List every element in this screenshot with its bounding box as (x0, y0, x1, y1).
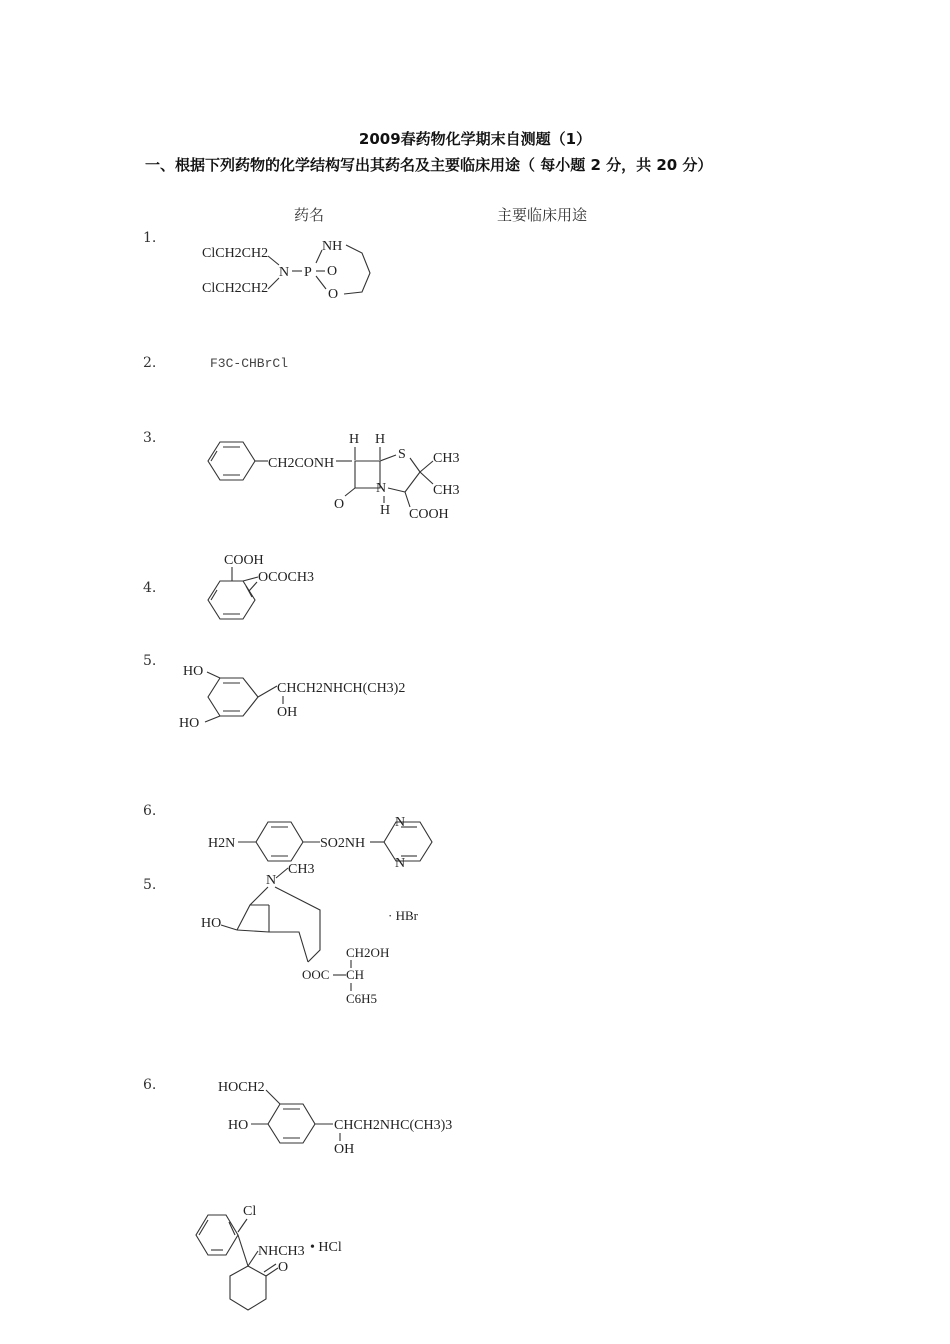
column-drug-name: 药名 (294, 206, 325, 224)
label-oh: OH (334, 1142, 355, 1157)
label-ch: CH (346, 967, 365, 982)
label-ch3-b: CH3 (433, 483, 460, 498)
label-ch2conh: CH2CONH (268, 456, 335, 471)
label-hcl: • HCl (310, 1240, 342, 1255)
label-h-3: H (380, 503, 391, 518)
label-n-ring: N (376, 481, 387, 496)
label-ho: HO (228, 1118, 249, 1133)
label-n: N (266, 873, 277, 888)
label-c6h5: C6H5 (346, 991, 378, 1006)
label-ho: HO (201, 916, 222, 931)
question-number-6b: 6. (143, 1077, 157, 1093)
label-chain: CHCH2NHC(CH3)3 (334, 1118, 453, 1133)
label-ch2oh: CH2OH (346, 945, 390, 960)
question-number-6: 6. (143, 803, 157, 819)
label-ho-1: HO (183, 664, 204, 679)
structure-7 (196, 1204, 342, 1310)
label-p: P (304, 265, 312, 280)
exam-title: 2009春药物化学期末自测题（1） (358, 130, 592, 148)
label-o-ring: O (328, 287, 339, 302)
label-ch3: CH3 (288, 862, 315, 877)
label-nhch3: NHCH3 (258, 1244, 305, 1259)
label-hbr: · HBr (388, 908, 418, 923)
label-chain: CHCH2NHCH(CH3)2 (277, 681, 406, 696)
column-clinical-use: 主要临床用途 (497, 206, 588, 224)
label-ch3-a: CH3 (433, 451, 460, 466)
label-o: O (334, 497, 345, 512)
structure-5 (179, 664, 405, 731)
label-h-1: H (349, 432, 360, 447)
label-s: S (398, 447, 406, 462)
label-n-2: N (395, 856, 406, 871)
label-hoch2: HOCH2 (218, 1080, 265, 1095)
label-oh: OH (277, 705, 298, 720)
label-cooh: COOH (409, 507, 449, 522)
label-clch2ch2-b: ClCH2CH2 (202, 281, 269, 296)
formula-halothane: F3C-CHBrCl (210, 356, 289, 371)
label-cl: Cl (243, 1204, 257, 1219)
structure-4 (208, 553, 314, 619)
label-o: O (278, 1260, 289, 1275)
structure-2 (210, 356, 288, 371)
question-number-2: 2. (143, 355, 157, 371)
label-ho-2: HO (179, 716, 200, 731)
label-so2nh: SO2NH (320, 836, 366, 851)
label-h-2: H (375, 432, 386, 447)
label-n-1: N (395, 815, 406, 830)
structure-6b (218, 1080, 452, 1157)
label-ococh3: OCOCH3 (258, 570, 315, 585)
label-clch2ch2-a: ClCH2CH2 (202, 246, 269, 261)
label-nh: NH (322, 239, 343, 254)
label-cooh: COOH (224, 553, 264, 568)
question-number-4: 4. (143, 580, 157, 596)
question-number-5: 5. (143, 653, 157, 669)
question-number-3: 3. (143, 430, 157, 446)
label-n: N (279, 265, 290, 280)
label-h2n: H2N (208, 836, 236, 851)
structure-3 (208, 432, 459, 522)
structure-5b (201, 862, 419, 1006)
question-number-1: 1. (143, 230, 157, 246)
structure-6 (208, 815, 432, 871)
structure-1 (202, 239, 370, 302)
label-ooc: OOC (302, 967, 330, 982)
question-number-5b: 5. (143, 877, 157, 893)
section-heading: 一、根据下列药物的化学结构写出其药名及主要临床用途（ 每小题 2 分，共 20 分） (145, 156, 713, 174)
label-o-double: O (327, 264, 338, 279)
